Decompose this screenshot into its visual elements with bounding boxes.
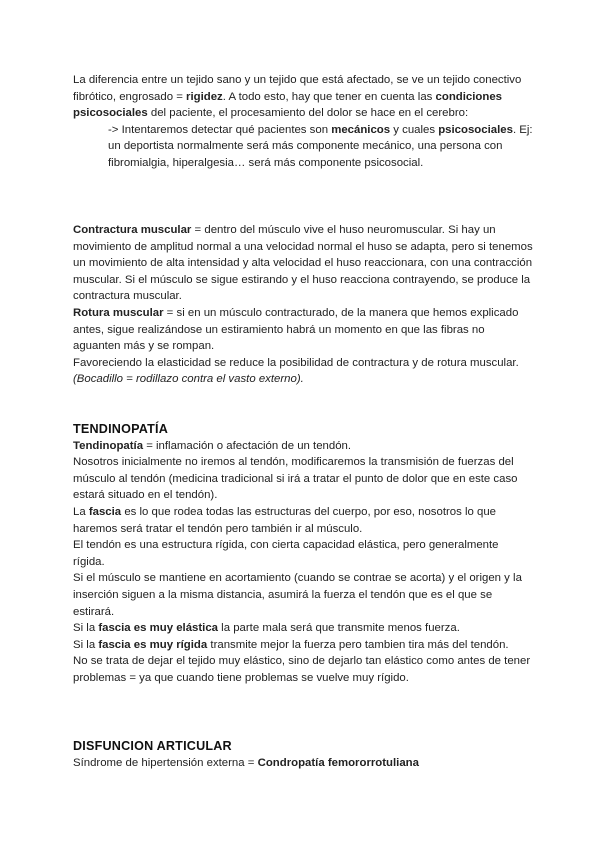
contractura-section	[73, 222, 533, 388]
bold-term: mecánicos	[331, 123, 391, 136]
tendinopatia-paragraph: Nosotros inicialmente no iremos al tendón, modificaremos la transmisión de fuerzas del músculo al tendón (medicina tradicional si irá a tratar el punto de dolor que en este caso estará situado en el tendón).	[73, 456, 518, 502]
bold-term: condiciones psicosociales	[73, 90, 502, 120]
text-run: -> Intentaremos detectar qué pacientes son	[108, 123, 332, 136]
text-run: = si en un músculo contracturado, de la manera que hemos explicado antes, sigue realizándose un estiramiento habrá un momento en que las fibras no aguanten más y se rompan.	[73, 306, 519, 353]
sindrome-paragraph	[73, 755, 533, 772]
text-run: La	[73, 505, 89, 518]
bold-term: rigidez	[186, 90, 223, 103]
tendon-paragraph: El tendón es una estructura rígida, con cierta capacidad elástica, pero generalmente rígida.	[73, 539, 499, 568]
text-run: del paciente, el procesamiento del dolor se hace en el cerebro:	[147, 107, 469, 120]
text-run: transmite mejor la fuerza pero tambien tira más del tendón.	[207, 638, 509, 651]
text-run: Síndrome de hipertensión externa =	[73, 756, 258, 769]
text-run: Si la	[73, 638, 99, 651]
bold-term: fascia	[88, 505, 122, 518]
fascia-elastica-paragraph	[73, 620, 533, 637]
elastico-paragraph: No se trata de dejar el tejido muy elástico, sino de dejarlo tan elástico como antes de tener problemas = ya que cuando tiene problemas se vuelve muy rígido.	[73, 655, 531, 684]
fascia-paragraph	[73, 504, 533, 537]
bold-term: Rotura muscular	[73, 306, 164, 319]
rotura-paragraph	[73, 305, 533, 355]
disfuncion-section	[73, 738, 533, 771]
elasticidad-paragraph: Favoreciendo la elasticidad se reduce la posibilidad de contractura y de rotura muscular.	[73, 356, 519, 369]
text-run: . A todo esto, hay que tener en cuenta las	[222, 90, 436, 103]
bold-term: fascia es muy rígida	[98, 638, 208, 651]
bold-term: Condropatía femororrotuliana	[257, 756, 419, 769]
contractura-paragraph	[73, 222, 533, 305]
section-heading: DISFUNCION ARTICULAR	[73, 739, 232, 753]
text-run: = inflamación o afectación de un tendón.	[143, 439, 352, 452]
tendinopatia-section	[73, 421, 533, 687]
bold-term: psicosociales	[438, 123, 513, 136]
text-run: la parte mala será que transmite menos fuerza.	[218, 622, 460, 635]
text-run: . Ej: un deportista normalmente será más componente mecánico, una persona con fibromialgia, hiperalgesia… será más componente psicosocial.	[108, 123, 533, 169]
bold-term: Contractura muscular	[73, 224, 192, 236]
acortamiento-paragraph: Si el músculo se mantiene en acortamiento (cuando se contrae se acorta) y el origen y la inserción siguen a la misma distancia, asumirá la fuerza el tendón que es el que se estirará.	[73, 572, 522, 618]
intro-indented-paragraph	[73, 122, 533, 172]
text-run: Si la	[73, 622, 99, 635]
text-run: = dentro del músculo vive el huso neuromuscular. Si hay un movimiento de amplitud normal a una velocidad normal el huso se adapta, pero si tenemos un movimiento de alta intensidad y alta velocidad el huso reaccionara, con una contracción muscular. Si el músculo se sigue estirando y el huso reacciona contrayendo, se produce la contractura muscular.	[73, 224, 533, 303]
section-heading: TENDINOPATÍA	[73, 422, 168, 436]
bold-term: Tendinopatía	[73, 439, 144, 452]
text-run: y cuales	[390, 123, 439, 136]
intro-section	[73, 72, 533, 172]
fascia-rigida-paragraph	[73, 637, 533, 654]
text-run: es lo que rodea todas las estructuras del cuerpo, por eso, nosotros lo que haremos será tratar el tendón pero también ir al músculo.	[73, 505, 497, 535]
text-run: La diferencia entre un tejido sano y un tejido que está afectado, se ve un tejido conectivo fibrótico, engrosado =	[73, 74, 522, 103]
bocadillo-note: (Bocadillo = rodillazo contra el vasto externo).	[73, 373, 304, 386]
tendinopatia-definition	[73, 438, 533, 455]
intro-paragraph	[73, 72, 533, 122]
bold-term: fascia es muy elástica	[98, 622, 219, 635]
